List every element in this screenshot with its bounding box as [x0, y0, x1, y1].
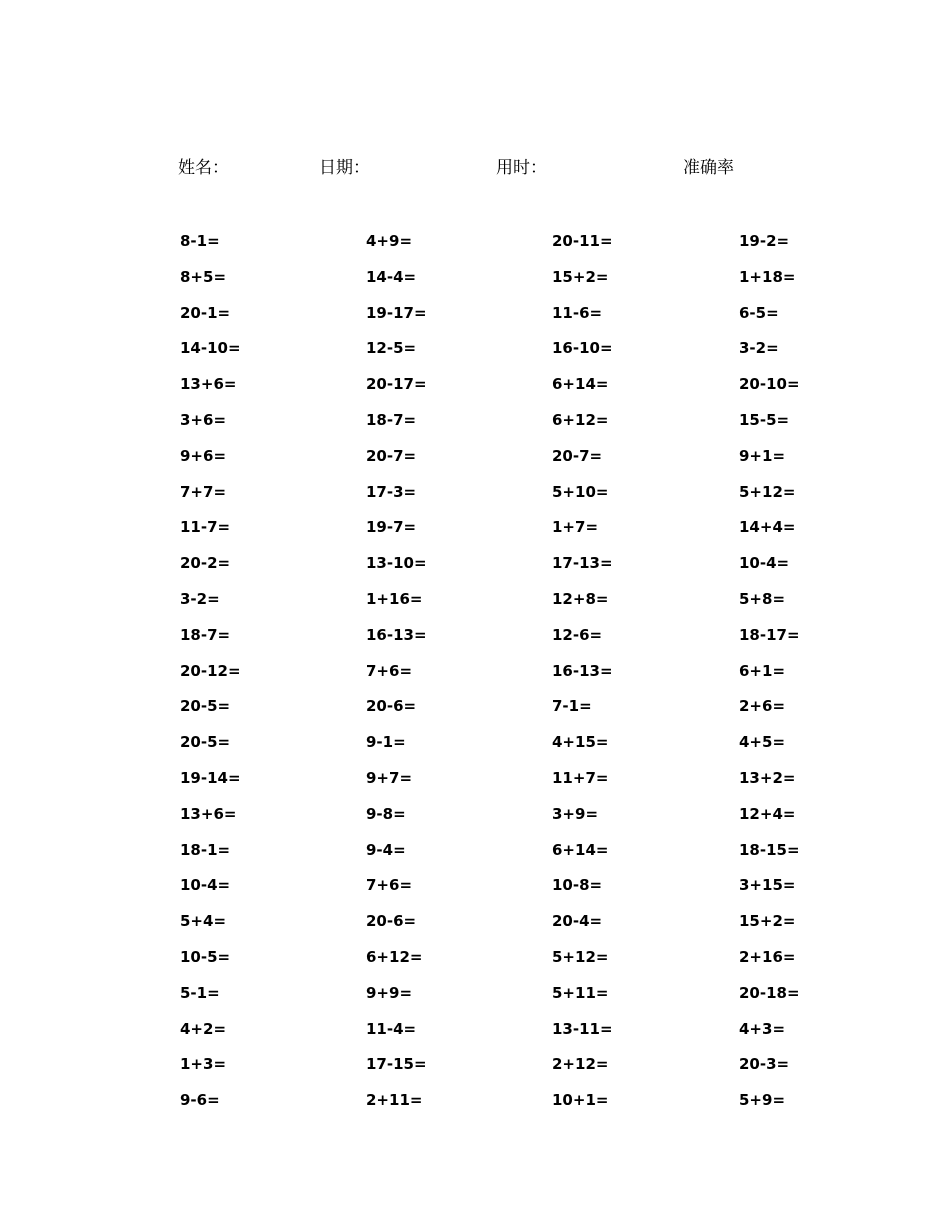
math-problem: 20-18= — [739, 983, 800, 1002]
math-problem: 13+2= — [739, 768, 796, 787]
problem-column-1 — [180, 229, 330, 1124]
math-problem: 19-2= — [739, 232, 790, 250]
math-problem: 7+6= — [366, 661, 413, 680]
math-problem: 19-7= — [366, 518, 417, 537]
math-problem: 20-2= — [180, 554, 231, 573]
math-problem: 8+5= — [180, 267, 227, 286]
math-problem: 20-10= — [739, 375, 800, 394]
math-problem: 10-4= — [739, 554, 790, 573]
math-problem: 5+4= — [180, 912, 227, 931]
math-problem: 6+12= — [366, 947, 423, 966]
math-problem: 3-2= — [739, 339, 779, 358]
math-problem: 3+9= — [552, 804, 599, 823]
math-problem: 18-7= — [180, 625, 231, 644]
math-problem: 2+11= — [366, 1091, 423, 1110]
math-problem: 20-11= — [552, 232, 613, 250]
math-problem: 19-17= — [366, 303, 427, 322]
math-problem: 20-5= — [180, 733, 231, 752]
math-problem: 10-8= — [552, 876, 603, 895]
math-problem: 19-14= — [180, 768, 241, 787]
math-problem: 1+3= — [180, 1055, 227, 1074]
math-problem: 10+1= — [552, 1091, 609, 1110]
math-problem: 5+11= — [552, 983, 609, 1002]
math-problem: 20-1= — [180, 303, 231, 322]
math-problem: 3+15= — [739, 876, 796, 895]
math-problem: 20-4= — [552, 912, 603, 931]
math-problem: 15+2= — [552, 267, 609, 286]
math-problem: 9+1= — [739, 446, 786, 465]
math-problem: 2+16= — [739, 947, 796, 966]
math-problem: 11-4= — [366, 1019, 417, 1038]
math-problem: 9-8= — [366, 804, 406, 823]
math-problem: 4+3= — [739, 1019, 786, 1038]
math-problem: 9+9= — [366, 983, 413, 1002]
math-problem: 14-10= — [180, 339, 241, 358]
math-problem: 20-7= — [366, 446, 417, 465]
math-problem: 9+7= — [366, 768, 413, 787]
math-problem: 16-13= — [366, 625, 427, 644]
math-problem: 20-12= — [180, 661, 241, 680]
math-problem: 7+6= — [366, 876, 413, 895]
math-problem: 10-5= — [180, 947, 231, 966]
math-problem: 5+12= — [552, 947, 609, 966]
math-problem: 5+10= — [552, 482, 609, 501]
math-problem: 7-1= — [552, 697, 592, 716]
math-problem: 17-13= — [552, 554, 613, 573]
math-problem: 13-11= — [552, 1019, 613, 1038]
math-problem: 4+5= — [739, 733, 786, 752]
math-problem: 4+9= — [366, 232, 413, 250]
math-problem: 20-6= — [366, 912, 417, 931]
math-problem: 6+14= — [552, 375, 609, 394]
math-problem: 3+6= — [180, 410, 227, 429]
math-problem: 11+7= — [552, 768, 609, 787]
math-problem: 15+2= — [739, 912, 796, 931]
math-problem: 10-4= — [180, 876, 231, 895]
problem-column-4 — [739, 229, 889, 1124]
math-problem: 14+4= — [739, 518, 796, 537]
math-problem: 6+1= — [739, 661, 786, 680]
math-problem: 5+8= — [739, 589, 786, 608]
math-problem: 5+9= — [739, 1091, 786, 1110]
math-problem: 17-15= — [366, 1055, 427, 1074]
math-problem: 15-5= — [739, 410, 790, 429]
problem-column-3 — [552, 229, 702, 1124]
math-problem: 20-3= — [739, 1055, 790, 1074]
math-problem: 16-10= — [552, 339, 613, 358]
problem-column-2 — [366, 229, 516, 1124]
math-problem: 13-10= — [366, 554, 427, 573]
math-problem: 17-3= — [366, 482, 417, 501]
math-problem: 9-1= — [366, 733, 406, 752]
math-problem: 11-6= — [552, 303, 603, 322]
math-problem: 12+4= — [739, 804, 796, 823]
math-problem: 18-17= — [739, 625, 800, 644]
math-problem: 18-1= — [180, 840, 231, 859]
math-problem: 2+12= — [552, 1055, 609, 1074]
math-problem: 16-13= — [552, 661, 613, 680]
math-problem: 8-1= — [180, 232, 220, 250]
math-problem: 5+12= — [739, 482, 796, 501]
math-problem: 1+7= — [552, 518, 599, 537]
math-problem: 9-4= — [366, 840, 406, 859]
math-problem: 6+12= — [552, 410, 609, 429]
math-problem: 3-2= — [180, 589, 220, 608]
math-problem: 12+8= — [552, 589, 609, 608]
math-problem: 18-7= — [366, 410, 417, 429]
math-problem: 12-5= — [366, 339, 417, 358]
math-problem: 12-6= — [552, 625, 603, 644]
math-problem: 4+2= — [180, 1019, 227, 1038]
math-problem: 6+14= — [552, 840, 609, 859]
math-problem: 20-17= — [366, 375, 427, 394]
math-problem: 1+18= — [739, 267, 796, 286]
math-problem: 2+6= — [739, 697, 786, 716]
math-problem: 7+7= — [180, 482, 227, 501]
date-label: 日期： — [319, 158, 370, 178]
math-problem: 14-4= — [366, 267, 417, 286]
math-problem: 20-5= — [180, 697, 231, 716]
math-problem: 6-5= — [739, 303, 779, 322]
math-problem: 9-6= — [180, 1091, 220, 1110]
math-problem: 1+16= — [366, 589, 423, 608]
time-label: 用时： — [496, 158, 547, 178]
math-problem: 13+6= — [180, 804, 237, 823]
math-problem: 20-6= — [366, 697, 417, 716]
math-problem: 18-15= — [739, 840, 800, 859]
math-problem: 20-7= — [552, 446, 603, 465]
math-problem: 13+6= — [180, 375, 237, 394]
math-problem: 4+15= — [552, 733, 609, 752]
math-problem: 5-1= — [180, 983, 220, 1002]
worksheet-header — [0, 156, 950, 182]
accuracy-label: 准确率 — [683, 158, 734, 178]
math-problem: 9+6= — [180, 446, 227, 465]
math-problem: 11-7= — [180, 518, 231, 537]
name-label: 姓名： — [178, 158, 229, 178]
